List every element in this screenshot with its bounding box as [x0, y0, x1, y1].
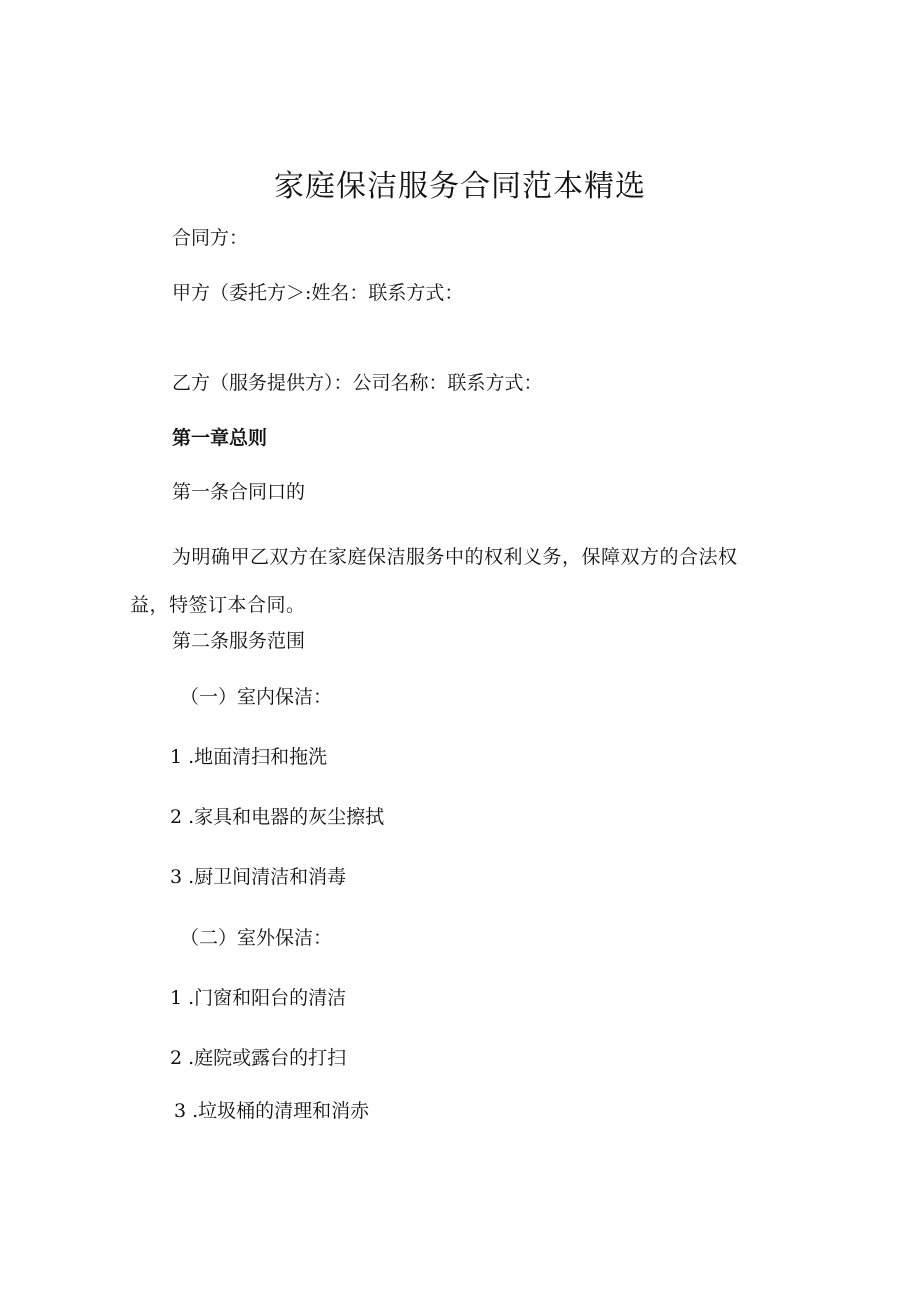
- section-1-item: 2 .家具和电器的灰尘擦拭: [170, 806, 385, 828]
- document-title: 家庭保洁服务合同范本精选: [274, 169, 646, 204]
- section-1-item: 3 .厨卫间清洁和消毒: [170, 866, 347, 888]
- section-1-item: 1 .地面清扫和拖洗: [170, 746, 328, 768]
- party-b-line: 乙方（服务提供方）：公司名称：联系方式：: [172, 372, 543, 394]
- article-2-title: 第二条服务范围: [172, 630, 306, 652]
- party-a-line: 甲方（委托方＞:姓名：联系方式：: [172, 282, 464, 304]
- article-1-body: 为明确甲乙双方在家庭保洁服务中的权利义务，保障双方的合法权益，特签订本合同。: [130, 546, 738, 616]
- section-2-item: 3 .垃圾桶的清理和消赤: [174, 1100, 370, 1122]
- article-1-title: 第一条合同口的: [172, 481, 306, 503]
- parties-heading: 合同方：: [172, 227, 249, 249]
- section-1-title: （一）室内保洁：: [180, 686, 333, 708]
- chapter-heading: 第一章总则: [172, 427, 268, 449]
- section-2-item: 2 .庭院或露台的打扫: [170, 1047, 347, 1069]
- section-2-title: （二）室外保洁：: [180, 927, 333, 949]
- section-2-item: 1 .门窗和阳台的清洁: [170, 987, 347, 1009]
